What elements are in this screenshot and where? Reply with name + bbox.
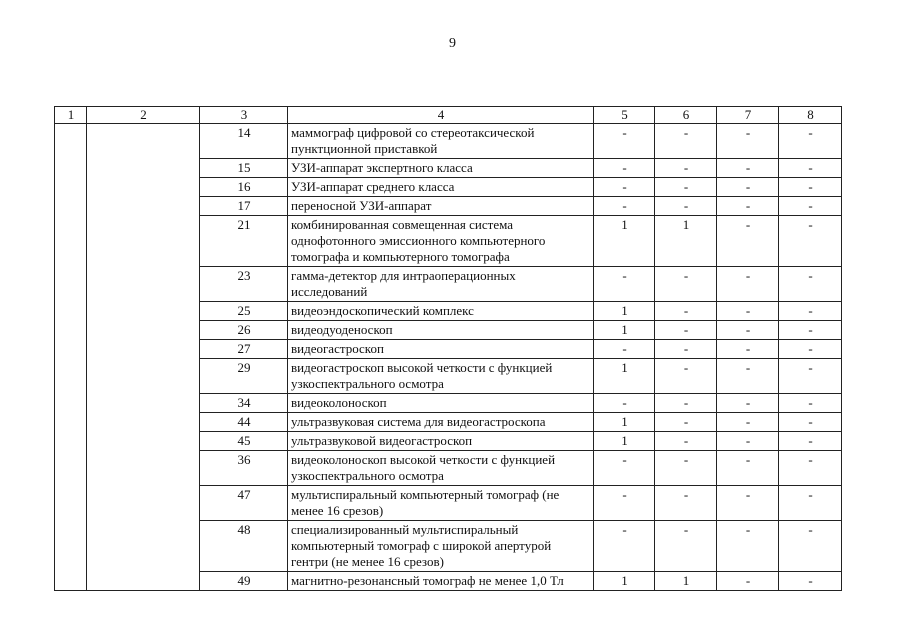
column-5-cell: -: [594, 340, 655, 359]
column-header-6: 6: [655, 107, 717, 124]
column-8-cell: -: [779, 432, 842, 451]
row-number-cell: 27: [200, 340, 288, 359]
column-8-cell: -: [779, 197, 842, 216]
equipment-name-cell: УЗИ-аппарат среднего класса: [288, 178, 594, 197]
column-8-cell: -: [779, 572, 842, 591]
column-6-cell: -: [655, 178, 717, 197]
column-7-cell: -: [717, 178, 779, 197]
column-header-1: 1: [55, 107, 87, 124]
column-8-cell: -: [779, 521, 842, 572]
equipment-name-cell: видеогастроскоп высокой четкости с функцией узкоспектрального осмотра: [288, 359, 594, 394]
column-header-5: 5: [594, 107, 655, 124]
row-number-cell: 21: [200, 216, 288, 267]
column-5-cell: -: [594, 521, 655, 572]
column-6-cell: -: [655, 451, 717, 486]
column-6-cell: -: [655, 302, 717, 321]
column-7-cell: -: [717, 267, 779, 302]
table-header-row: [55, 107, 842, 124]
column-7-cell: -: [717, 451, 779, 486]
column-5-cell: 1: [594, 216, 655, 267]
column-7-cell: -: [717, 321, 779, 340]
column-6-cell: -: [655, 413, 717, 432]
column-5-cell: -: [594, 159, 655, 178]
column-7-cell: -: [717, 432, 779, 451]
column-6-cell: -: [655, 521, 717, 572]
column-6-cell: 1: [655, 572, 717, 591]
column-7-cell: -: [717, 302, 779, 321]
column-header-4: 4: [288, 107, 594, 124]
equipment-name-cell: видеодуоденоскоп: [288, 321, 594, 340]
column-8-cell: -: [779, 267, 842, 302]
row-number-cell: 29: [200, 359, 288, 394]
row-number-cell: 47: [200, 486, 288, 521]
equipment-name-cell: видеогастроскоп: [288, 340, 594, 359]
column-5-cell: -: [594, 124, 655, 159]
column-7-cell: -: [717, 197, 779, 216]
page-number: 9: [449, 36, 456, 51]
row-number-cell: 15: [200, 159, 288, 178]
equipment-name-cell: магнитно-резонансный томограф не менее 1,0 Тл: [288, 572, 594, 591]
equipment-name-cell: видеоколоноскоп: [288, 394, 594, 413]
column-6-cell: -: [655, 394, 717, 413]
row-number-cell: 48: [200, 521, 288, 572]
column-6-cell: -: [655, 486, 717, 521]
row-number-cell: 16: [200, 178, 288, 197]
column-5-cell: -: [594, 394, 655, 413]
column-6-cell: 1: [655, 216, 717, 267]
column-5-cell: 1: [594, 321, 655, 340]
equipment-table: [54, 106, 842, 591]
column-header-8: 8: [779, 107, 842, 124]
column-7-cell: -: [717, 124, 779, 159]
row-number-cell: 26: [200, 321, 288, 340]
equipment-name-cell: видеоколоноскоп высокой четкости с функцией узкоспектрального осмотра: [288, 451, 594, 486]
column-7-cell: -: [717, 159, 779, 178]
row-number-cell: 45: [200, 432, 288, 451]
column-6-cell: -: [655, 359, 717, 394]
column-6-cell: -: [655, 267, 717, 302]
row-number-cell: 44: [200, 413, 288, 432]
equipment-name-cell: УЗИ-аппарат экспертного класса: [288, 159, 594, 178]
column-8-cell: -: [779, 178, 842, 197]
column-1-merged-cell: [55, 124, 87, 591]
column-5-cell: 1: [594, 413, 655, 432]
equipment-name-cell: ультразвуковой видеогастроскоп: [288, 432, 594, 451]
column-8-cell: -: [779, 216, 842, 267]
column-7-cell: -: [717, 359, 779, 394]
column-5-cell: -: [594, 267, 655, 302]
column-5-cell: 1: [594, 359, 655, 394]
column-5-cell: -: [594, 178, 655, 197]
row-number-cell: 25: [200, 302, 288, 321]
column-6-cell: -: [655, 340, 717, 359]
table-row: [55, 124, 842, 159]
column-5-cell: 1: [594, 432, 655, 451]
column-7-cell: -: [717, 521, 779, 572]
equipment-name-cell: комбинированная совмещенная система однофотонного эмиссионного компьютерного томографа и компьютерного томографа: [288, 216, 594, 267]
row-number-cell: 17: [200, 197, 288, 216]
column-8-cell: -: [779, 340, 842, 359]
column-8-cell: -: [779, 413, 842, 432]
equipment-name-cell: маммограф цифровой со стереотаксической пунктционной приставкой: [288, 124, 594, 159]
column-8-cell: -: [779, 302, 842, 321]
column-header-3: 3: [200, 107, 288, 124]
equipment-name-cell: специализированный мультиспиральный компьютерный томограф с широкой апертурой гентри (не менее 16 срезов): [288, 521, 594, 572]
column-7-cell: -: [717, 216, 779, 267]
column-5-cell: 1: [594, 572, 655, 591]
column-5-cell: -: [594, 486, 655, 521]
column-7-cell: -: [717, 340, 779, 359]
column-8-cell: -: [779, 159, 842, 178]
equipment-name-cell: переносной УЗИ-аппарат: [288, 197, 594, 216]
column-5-cell: -: [594, 451, 655, 486]
column-6-cell: -: [655, 197, 717, 216]
row-number-cell: 49: [200, 572, 288, 591]
column-7-cell: -: [717, 486, 779, 521]
column-6-cell: -: [655, 124, 717, 159]
column-8-cell: -: [779, 394, 842, 413]
column-8-cell: -: [779, 359, 842, 394]
column-8-cell: -: [779, 124, 842, 159]
row-number-cell: 23: [200, 267, 288, 302]
column-8-cell: -: [779, 451, 842, 486]
equipment-name-cell: гамма-детектор для интраоперационных исследований: [288, 267, 594, 302]
column-header-2: 2: [87, 107, 200, 124]
equipment-name-cell: мультиспиральный компьютерный томограф (не менее 16 срезов): [288, 486, 594, 521]
row-number-cell: 34: [200, 394, 288, 413]
column-6-cell: -: [655, 432, 717, 451]
equipment-name-cell: видеоэндоскопический комплекс: [288, 302, 594, 321]
row-number-cell: 36: [200, 451, 288, 486]
column-2-merged-cell: [87, 124, 200, 591]
column-header-7: 7: [717, 107, 779, 124]
row-number-cell: 14: [200, 124, 288, 159]
equipment-name-cell: ультразвуковая система для видеогастроскопа: [288, 413, 594, 432]
column-5-cell: 1: [594, 302, 655, 321]
column-6-cell: -: [655, 159, 717, 178]
column-7-cell: -: [717, 394, 779, 413]
column-7-cell: -: [717, 413, 779, 432]
column-6-cell: -: [655, 321, 717, 340]
column-7-cell: -: [717, 572, 779, 591]
column-8-cell: -: [779, 321, 842, 340]
column-5-cell: -: [594, 197, 655, 216]
column-8-cell: -: [779, 486, 842, 521]
